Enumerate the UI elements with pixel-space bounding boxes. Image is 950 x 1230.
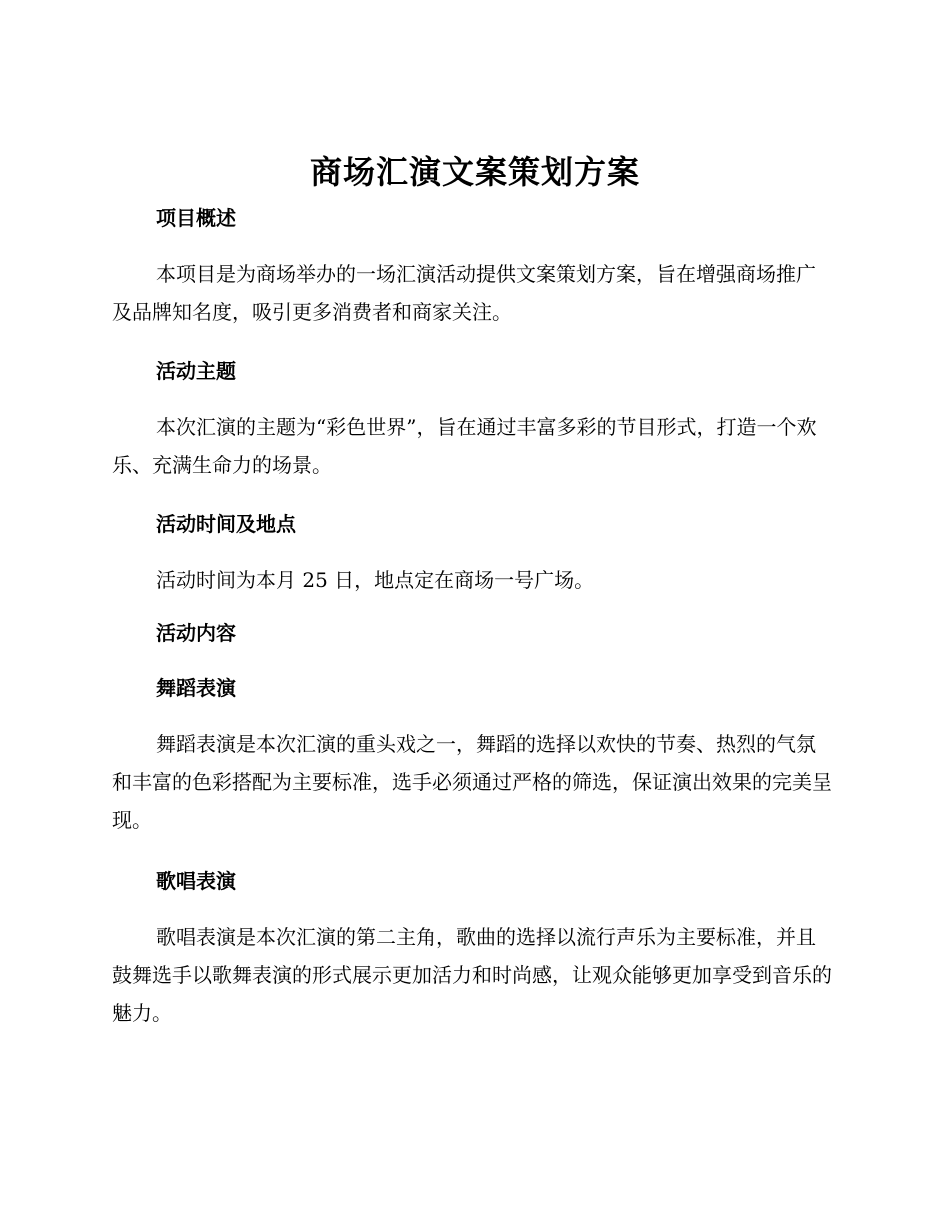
section-body-theme: 本次汇演的主题为“彩色世界”，旨在通过丰富多彩的节目形式，打造一个欢乐、充满生命力的场景。 (112, 415, 817, 477)
section-heading-time-location: 活动时间及地点 (156, 512, 296, 536)
section-heading-singing: 歌唱表演 (156, 869, 236, 893)
section-body-dance: 舞蹈表演是本次汇演的重头戏之一，舞蹈的选择以欢快的节奏、热烈的气氛和丰富的色彩搭配为主要标准，选手必须通过严格的筛选，保证演出效果的完美呈现。 (112, 732, 832, 832)
section-body-overview: 本项目是为商场举办的一场汇演活动提供文案策划方案，旨在增强商场推广及品牌知名度，吸引更多消费者和商家关注。 (112, 262, 816, 324)
section-body-time-location: 活动时间为本月 25 日，地点定在商场一号广场。 (156, 568, 595, 592)
section-heading-overview: 项目概述 (156, 206, 236, 230)
section-heading-content: 活动内容 (156, 621, 236, 645)
section-body-singing: 歌唱表演是本次汇演的第二主角，歌曲的选择以流行声乐为主要标准，并且鼓舞选手以歌舞表演的形式展示更加活力和时尚感，让观众能够更加享受到音乐的魅力。 (112, 925, 832, 1025)
section-heading-theme: 活动主题 (156, 359, 236, 383)
document-title: 商场汇演文案策划方案 (309, 153, 640, 191)
section-heading-dance: 舞蹈表演 (156, 676, 236, 700)
